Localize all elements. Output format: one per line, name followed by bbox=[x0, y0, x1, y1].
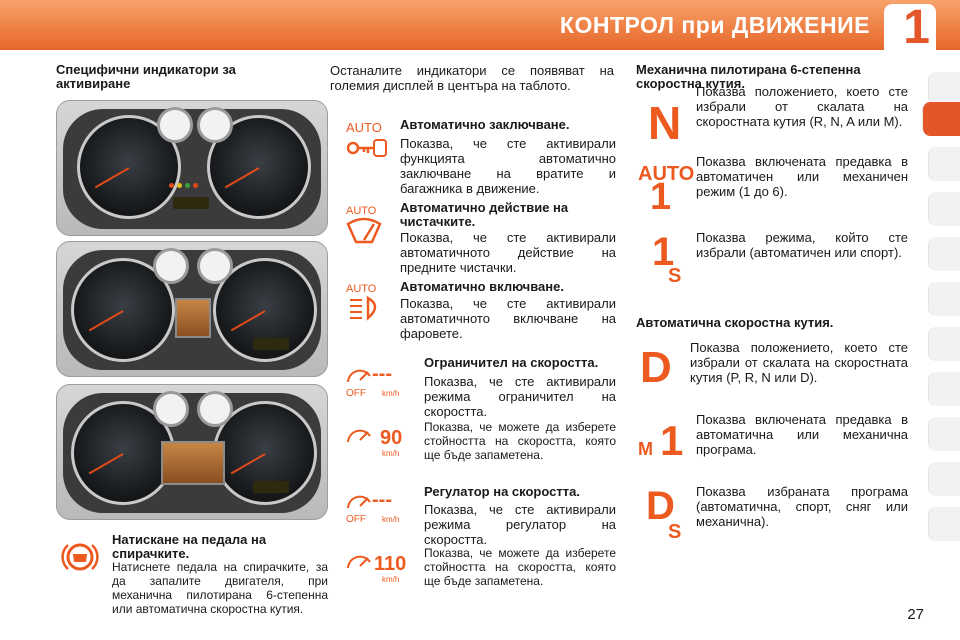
cruise-control-110-icon bbox=[344, 546, 410, 586]
auto-headlight-text: Показва, че сте активирали автоматичното включване на фаровете. bbox=[400, 296, 616, 341]
chapter-tab[interactable] bbox=[928, 192, 960, 226]
instrument-panel-2 bbox=[56, 241, 328, 377]
chapter-tabs bbox=[928, 72, 960, 572]
limiter-kmh-text: km/h bbox=[382, 389, 400, 398]
speed-limiter-title: Ограничител на скоростта. bbox=[424, 355, 599, 370]
page-title: КОНТРОЛ при ДВИЖЕНИЕ bbox=[559, 12, 870, 38]
gear-d-glyph: D bbox=[640, 343, 672, 392]
gear-sport-glyph: S bbox=[668, 265, 682, 287]
cruise-control-text-2: Показва, че можете да изберете стойността на скоростта, която ще бъде запаметена. bbox=[424, 546, 616, 588]
manual-gearbox-heading: Механична пилотирана 6-степенна скоростна кутия. bbox=[636, 62, 861, 91]
gear-n-glyph: N bbox=[648, 97, 682, 149]
gear-program-text: Показва избраната програма (автоматична, спорт, сняг или механична). bbox=[696, 484, 908, 529]
limiter-dashes-text: --- bbox=[372, 363, 392, 385]
cruise-off-text: OFF bbox=[346, 514, 366, 525]
limiter-speed-kmh-text: km/h bbox=[382, 449, 400, 458]
gear-auto-text: Показва включената предавка в автоматичен или механичен режим (1 до 6). bbox=[696, 154, 908, 199]
chapter-tab[interactable] bbox=[928, 237, 960, 271]
gear-1s-glyph: 1 bbox=[652, 230, 675, 274]
gear-m-glyph: M bbox=[638, 439, 653, 459]
instrument-panel-1 bbox=[56, 100, 328, 236]
auto-lock-icon bbox=[344, 118, 390, 162]
speed-limiter-90-icon bbox=[344, 420, 410, 460]
brake-pedal-icon bbox=[60, 540, 100, 574]
gear-m1-glyph: 1 bbox=[660, 417, 684, 464]
instrument-panel-3 bbox=[56, 384, 328, 520]
brake-pedal-heading: Натискане на педала на спирачките. bbox=[112, 532, 267, 561]
gear-auto-glyph: AUTO bbox=[638, 163, 695, 185]
auto-wiper-title: Автоматично действие на чистачките. bbox=[400, 200, 569, 229]
cruise-speed-text: 110 bbox=[374, 553, 407, 575]
cruise-control-off-icon bbox=[344, 486, 410, 526]
cruise-control-text: Показва, че сте активирали режима регулатор на скоростта. bbox=[424, 502, 616, 547]
auto-lock-auto-text: AUTO bbox=[346, 120, 382, 135]
chapter-number: 1 bbox=[903, 1, 930, 54]
speed-limiter-text: Показва, че сте активирали режима ограничител на скоростта. bbox=[424, 374, 616, 419]
auto-headlight-title: Автоматично включване. bbox=[400, 279, 564, 294]
cruise-speed-kmh-text: km/h bbox=[382, 575, 400, 584]
chapter-tab[interactable] bbox=[928, 282, 960, 316]
chapter-tab[interactable] bbox=[928, 327, 960, 361]
gear-1-glyph: 1 bbox=[650, 176, 672, 218]
specific-indicators-heading: Специфични индикатори за активиране bbox=[56, 62, 236, 91]
speed-limiter-off-icon bbox=[344, 360, 410, 400]
speed-limiter-text-2: Показва, че можете да изберете стойността на скоростта, която ще бъде запаметена. bbox=[424, 420, 616, 462]
cruise-dashes-text: --- bbox=[372, 489, 392, 511]
chapter-tab[interactable] bbox=[928, 507, 960, 541]
auto-lock-text: Показва, че сте активирали функцията автоматично заключване на вратите и багажника в движение. bbox=[400, 136, 616, 196]
chapter-tab-active[interactable] bbox=[922, 102, 960, 136]
auto-wiper-text: Показва, че сте активирали автоматичното действие на предните чистачки. bbox=[400, 230, 616, 275]
chapter-tab[interactable] bbox=[928, 462, 960, 496]
gear-sport-text: Показва режима, който сте избрали (автоматичен или спорт). bbox=[696, 230, 908, 260]
cruise-control-title: Регулатор на скоростта. bbox=[424, 484, 580, 499]
gear-ds-sport-glyph: S bbox=[668, 521, 682, 543]
chapter-tab[interactable] bbox=[928, 72, 960, 106]
auto-wiper-auto-text: AUTO bbox=[346, 205, 377, 217]
auto-headlight-icon bbox=[344, 280, 390, 324]
chapter-tab[interactable] bbox=[928, 147, 960, 181]
chapter-tab[interactable] bbox=[928, 372, 960, 406]
gear-manual-program-text: Показва включената предавка в автоматична или механична програма. bbox=[696, 412, 908, 457]
cruise-kmh-text: km/h bbox=[382, 515, 400, 524]
auto-lock-title: Автоматично заключване. bbox=[400, 117, 570, 132]
gear-ds-glyph: D bbox=[646, 484, 675, 528]
limiter-speed-text: 90 bbox=[380, 427, 403, 449]
intro-text: Останалите индикатори се появяват на големия дисплей в центъра на таблото. bbox=[330, 63, 614, 93]
gear-n-text: Показва положението, което сте избрали от скалата на скоростната кутия (R, N, A или M). bbox=[696, 84, 908, 129]
brake-pedal-text: Натиснете педала на спирачките, за да запалите двигателя, при механична пилотирана 6-степенна или автоматична скоростна кутия. bbox=[112, 560, 328, 616]
chapter-tab[interactable] bbox=[928, 417, 960, 451]
page-number: 27 bbox=[907, 606, 924, 623]
limiter-off-text: OFF bbox=[346, 388, 366, 399]
auto-wiper-icon bbox=[344, 202, 390, 246]
gear-d-text: Показва положението, което сте избрали от скалата на скоростната кутия (P, R, N или D). bbox=[690, 340, 908, 385]
automatic-gearbox-heading: Автоматична скоростна кутия. bbox=[636, 315, 834, 330]
auto-headlight-auto-text: AUTO bbox=[346, 283, 377, 295]
